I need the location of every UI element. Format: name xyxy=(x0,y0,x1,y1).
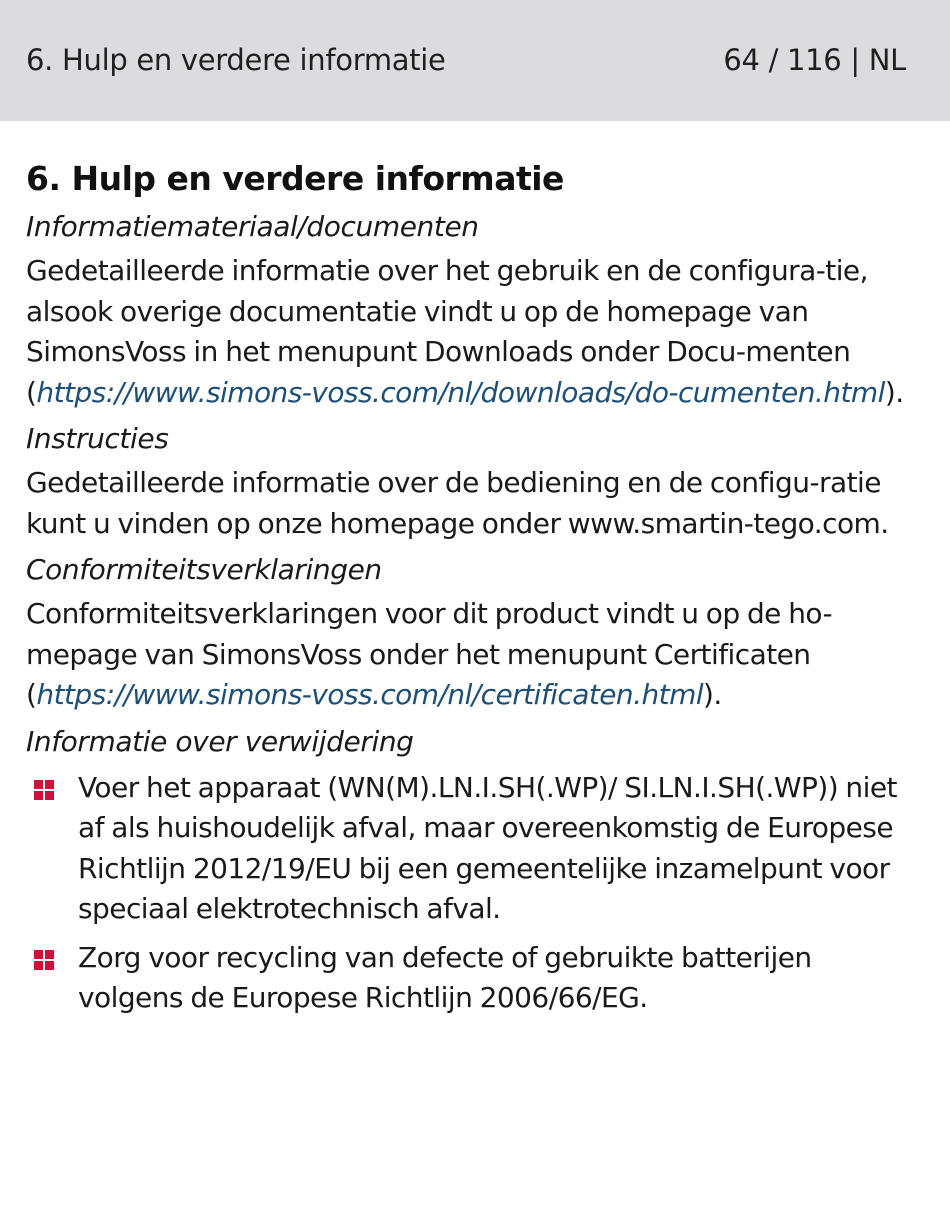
header-chapter-title: 6. Hulp en verdere informatie xyxy=(26,43,446,77)
section-instructions xyxy=(26,419,910,544)
section-title: 6. Hulp en verdere informatie xyxy=(26,159,564,198)
page-content xyxy=(26,155,910,1027)
paragraph-documents xyxy=(26,251,910,413)
section-documents xyxy=(26,207,910,413)
red-square-grid-icon xyxy=(34,950,54,970)
list-item-text: Voer het apparaat (WN(M).LN.I.SH(.WP)/ SI.LN.I.SH(.WP)) niet af als huishoudelijk afval, maar overeenkomstig de Europese Richtlijn 2012/19/EU bij een gemeentelijke inzamelpunt voor speciaal elektrotechnisch afval. xyxy=(78,770,897,925)
list-item xyxy=(26,938,910,1019)
subheading-documents: Informatiemateriaal/documenten xyxy=(26,210,479,243)
paragraph-text: Gedetailleerde informatie over het gebruik en de configura-tie, alsook overige documentatie vindt u op de homepage van SimonsVoss in het menupunt Downloads onder Docu-menten ( xyxy=(26,254,868,409)
disposal-list xyxy=(26,768,910,1019)
list-item xyxy=(26,768,910,930)
certificates-link[interactable]: https://www.simons-voss.com/nl/certificaten.html xyxy=(36,678,704,711)
paragraph-text-end: ). xyxy=(884,375,904,409)
subheading-instructions: Instructies xyxy=(26,422,169,455)
subheading-conformity: Conformiteitsverklaringen xyxy=(26,553,382,586)
paragraph-conformity xyxy=(26,594,910,716)
subheading-disposal: Informatie over verwijdering xyxy=(26,724,414,758)
paragraph-text: Conformiteitsverklaringen voor dit product vindt u op de ho-mepage van SimonsVoss onder het menupunt Certificaten ( xyxy=(26,597,833,711)
section-conformity xyxy=(26,550,910,716)
list-item-text: Zorg voor recycling van defecte of gebruikte batterijen volgens de Europese Richtlijn 2006/66/EG. xyxy=(78,940,812,1014)
section-disposal xyxy=(26,722,910,1019)
documents-link[interactable]: https://www.simons-voss.com/nl/downloads/do-cumenten.html xyxy=(36,375,885,409)
red-square-grid-icon xyxy=(34,780,54,800)
header-page-number: 64 / 116 | NL xyxy=(723,43,906,77)
page-header xyxy=(0,0,950,121)
paragraph-text-end: ). xyxy=(703,678,722,711)
paragraph-instructions: Gedetailleerde informatie over de bediening en de configu-ratie kunt u vinden op onze homepage onder www.smartin-tego.com. xyxy=(26,466,889,540)
